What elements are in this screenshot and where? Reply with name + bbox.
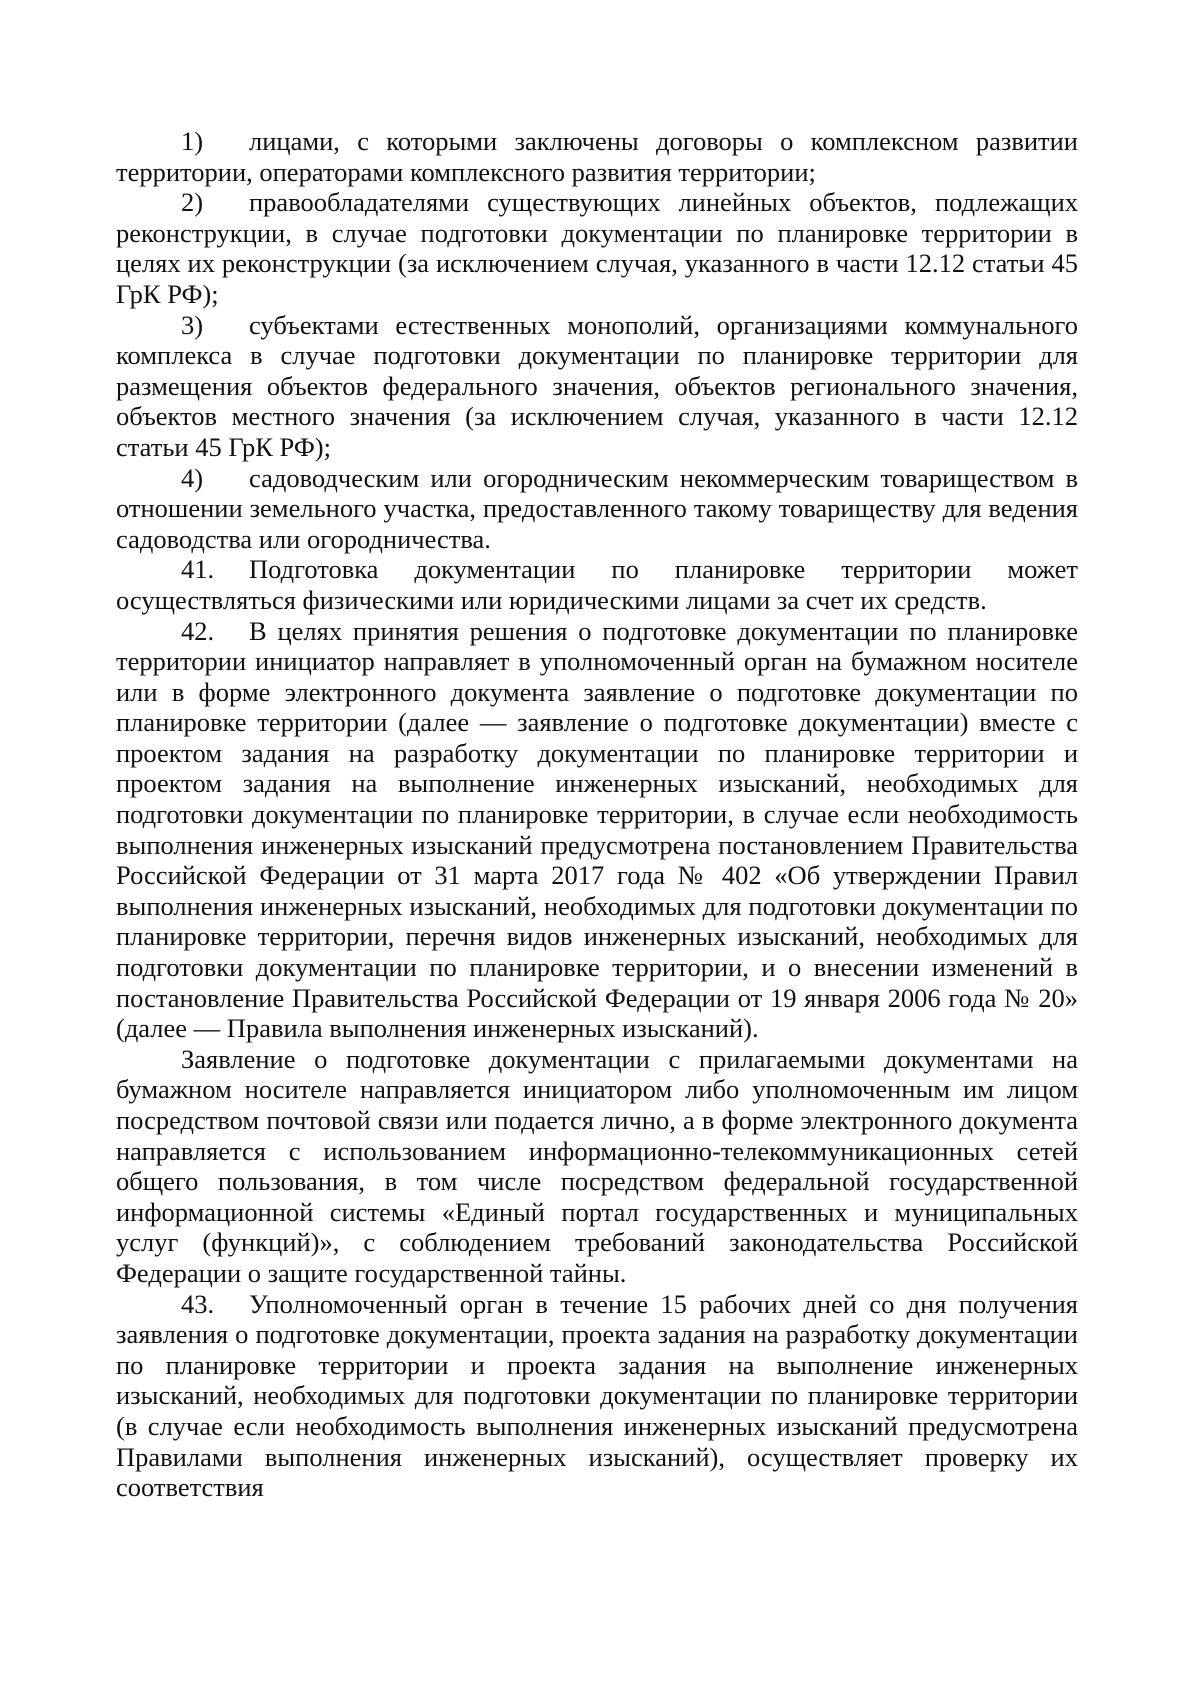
- list-item-3: [116, 310, 1078, 463]
- clause-43: [116, 1289, 1078, 1503]
- item-text: субъектами естественных монополий, организациями коммунального комплекса в случае подготовки документации по планировке территории для размещения объектов федерального значения, объектов регионального значения, объектов местного значения (за исключением случая, указанного в части 12.12 статьи 45 ГрК РФ);: [116, 309, 1078, 462]
- clause-text: Подготовка документации по планировке территории может осуществляться физическими или юридическими лицами за счет их средств.: [116, 554, 1078, 615]
- clause-number: 42.: [181, 615, 215, 646]
- clause-number: 43.: [181, 1288, 215, 1319]
- clause-text: В целях принятия решения о подготовке документации по планировке территории инициатор направляет в уполномоченный орган на бумажном носителе или в форме электронного документа заявление о подготовке документации по планировке территории (далее — заявление о подготовке документации) вместе с проектом задания на разработку документации по планировке территории и проектом задания на выполнение инженерных изысканий, необходимых для подготовки документации по планировке территории, в случае если необходимость выполнения инженерных изысканий предусмотрена постановлением Правительства Российской Федерации от 31 марта 2017 года № 402 «Об утверждении Правил выполнения инженерных изысканий, необходимых для подготовки документации по планировке территории, перечня видов инженерных изысканий, необходимых для подготовки документации по планировке территории, и о внесении изменений в постановление Правительства Российской Федерации от 19 января 2006 года № 20» (далее — Правила выполнения инженерных изысканий).: [116, 615, 1078, 1044]
- clause-42-continuation: [116, 1044, 1078, 1289]
- item-number: 2): [181, 187, 204, 218]
- item-text: правообладателями существующих линейных объектов, подлежащих реконструкции, в случае подготовки документации по планировке территории в целях их реконструкции (за исключением случая, указанного в части 12.12 статьи 45 ГрК РФ);: [116, 187, 1078, 309]
- item-number: 1): [181, 126, 204, 156]
- item-text: лицами, с которыми заключены договоры о комплексном развитии территории, операторами комплексного развития территории;: [116, 126, 1078, 187]
- clause-41: [116, 554, 1078, 615]
- item-text: садоводческим или огородническим некоммерческим товариществом в отношении земельного участка, предоставленного такому товариществу для ведения садоводства или огородничества.: [116, 462, 1078, 554]
- document-body: [116, 126, 1078, 1503]
- list-item-4: [116, 463, 1078, 555]
- clause-text: Заявление о подготовке документации с прилагаемыми документами на бумажном носителе направляется инициатором либо уполномоченным им лицом посредством почтовой связи или подается лично, а в форме электронного документа направляется с использованием информационно-телекоммуникационных сетей общего пользования, в том числе посредством федеральной государственной информационной системы «Единый портал государственных и муниципальных услуг (функций)», с соблюдением требований законодательства Российской Федерации о защите государственной тайны.: [116, 1043, 1078, 1288]
- clause-number: 41.: [181, 554, 215, 585]
- list-item-1: [116, 126, 1078, 187]
- clause-42: [116, 616, 1078, 1044]
- clause-text: Уполномоченный орган в течение 15 рабочих дней со дня получения заявления о подготовке документации, проекта задания на разработку документации по планировке территории и проекта задания на выполнение инженерных изысканий, необходимых для подготовки документации по планировке территории (в случае если необходимость выполнения инженерных изысканий предусмотрена Правилами выполнения инженерных изысканий), осуществляет проверку их соответствия: [116, 1288, 1078, 1503]
- item-number: 4): [181, 462, 204, 493]
- item-number: 3): [181, 309, 204, 340]
- list-item-2: [116, 187, 1078, 309]
